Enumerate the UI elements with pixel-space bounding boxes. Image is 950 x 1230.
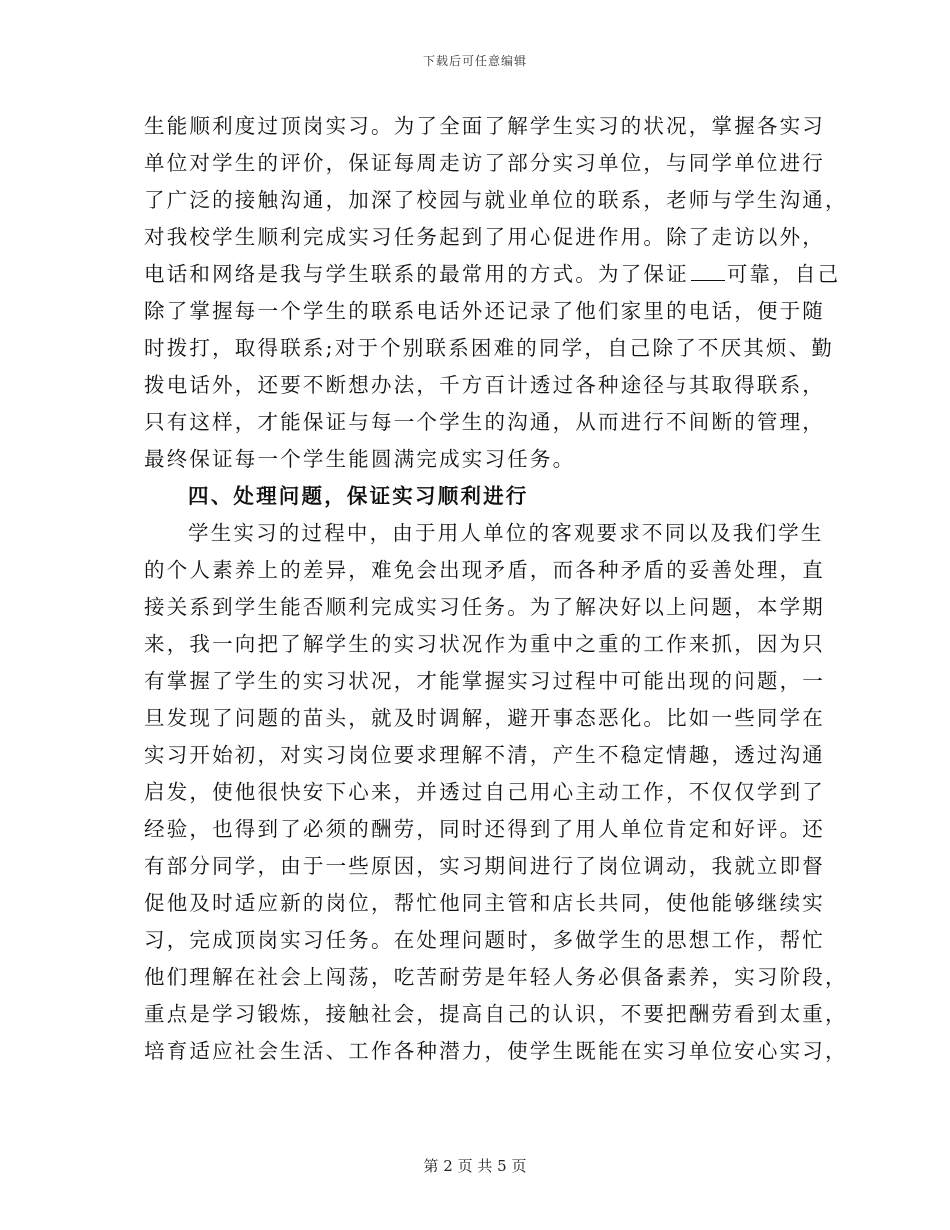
text-line: 的个人素养上的差异，难免会出现矛盾，而各种矛盾的妥善处理，直 [144, 558, 825, 582]
page-footer: 第 2 页 共 5 页 [423, 1157, 527, 1175]
text-segment: 可靠，自己 [726, 262, 841, 286]
text-line: 有掌握了学生的实习状况，才能掌握实习过程中可能出现的问题，一 [144, 669, 825, 693]
text-line: 对我校学生顺利完成实习任务起到了用心促进作用。除了走访以外， [144, 225, 825, 249]
text-line: 培育适应社会生活、工作各种潜力，使学生既能在实习单位安心实习， [144, 1039, 848, 1063]
text-line: 只有这样，才能保证与每一个学生的沟通，从而进行不间断的管理， [144, 410, 825, 434]
text-line: 除了掌握每一个学生的联系电话外还记录了他们家里的电话，便于随 [144, 299, 825, 323]
text-line: 启发，使他很快安下心来，并透过自己用心主动工作，不仅仅学到了 [144, 780, 825, 804]
text-line: 生能顺利度过顶岗实习。为了全面了解学生实习的状况，掌握各实习 [144, 114, 825, 138]
text-line: 实习开始初，对实习岗位要求理解不清，产生不稳定情趣，透过沟通 [144, 743, 825, 767]
text-line-with-blank [144, 256, 841, 293]
text-line: 最终保证每一个学生能圆满完成实习任务。 [144, 447, 576, 471]
text-line: 拨电话外，还要不断想办法，千方百计透过各种途径与其取得联系， [144, 373, 825, 397]
section-heading: 四、处理问题，保证实习顺利进行 [188, 484, 529, 508]
text-line: 他们理解在社会上闯荡，吃苦耐劳是年轻人务必俱备素养，实习阶段， [144, 965, 848, 989]
text-segment: 电话和网络是我与学生联系的最常用的方式。为了保证 [144, 262, 689, 286]
text-line: 接关系到学生能否顺利完成实习任务。为了解决好以上问题，本学期 [144, 595, 825, 619]
text-line: 时拨打，取得联系;对于个别联系困难的同学，自己除了不厌其烦、勤 [144, 336, 835, 360]
text-line: 促他及时适应新的岗位，帮忙他同主管和店长共同，使他能够继续实 [144, 891, 825, 915]
text-line: 有部分同学，由于一些原因，实习期间进行了岗位调动，我就立即督 [144, 854, 825, 878]
text-line: 习，完成顶岗实习任务。在处理问题时，多做学生的思想工作，帮忙 [144, 928, 825, 952]
text-line: 来，我一向把了解学生的实习状况作为重中之重的工作来抓，因为只 [144, 632, 825, 656]
fill-in-blank [691, 260, 725, 281]
text-line: 单位对学生的评价，保证每周走访了部分实习单位，与同学单位进行 [144, 151, 825, 175]
document-body [144, 108, 848, 1070]
page-header: 下载后可任意编辑 [422, 54, 527, 68]
text-line: 重点是学习锻炼，接触社会，提高自己的认识，不要把酬劳看到太重， [144, 1002, 848, 1026]
text-line: 经验，也得到了必须的酬劳，同时还得到了用人单位肯定和好评。还 [144, 817, 825, 841]
text-line: 学生实习的过程中，由于用人单位的客观要求不同以及我们学生 [188, 521, 824, 545]
text-line: 了广泛的接触沟通，加深了校园与就业单位的联系，老师与学生沟通， [144, 188, 848, 212]
text-line: 旦发现了问题的苗头，就及时调解，避开事态恶化。比如一些同学在 [144, 706, 825, 730]
